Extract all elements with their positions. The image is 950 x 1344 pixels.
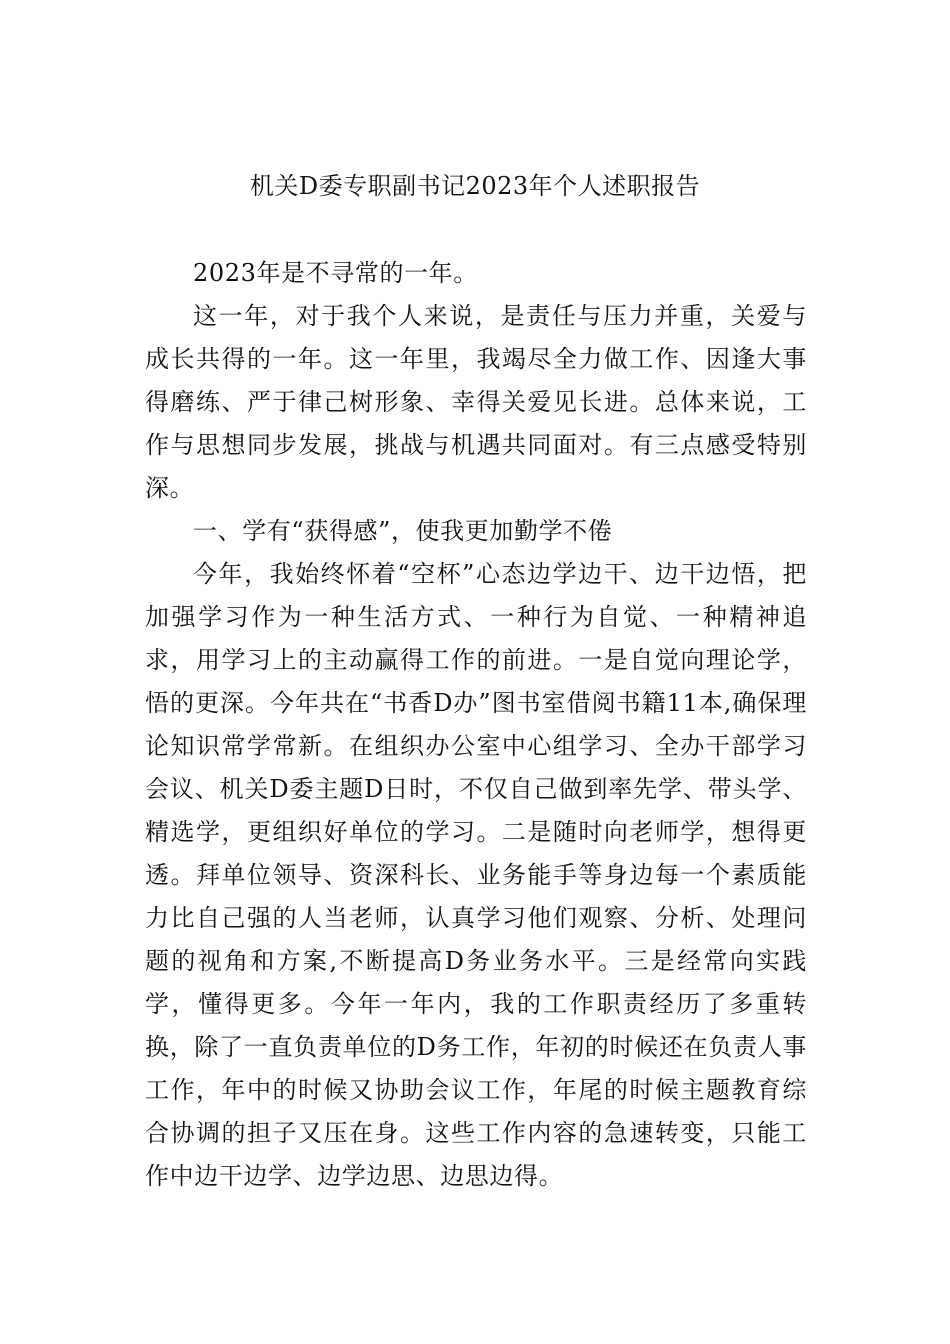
section-heading-1: 一、学有“获得感”，使我更加勤学不倦 bbox=[193, 517, 613, 545]
paragraph-learning: 今年，我始终怀着“空杯”心态边学边干、边干边悟，把加强学习作为一种生活方式、一种行为自觉、一种精神追求，用学习上的主动赢得工作的前进。一是自觉向理论学，悟的更深。今年共在“书香D办”图书室借阅书籍11本,确保理论知识常学常新。在组织办公室中心组学习、全办干部学习会议、机关D委主题D日时，不仅自己做到率先学、带头学、精选学，更组织好单位的学习。二是随时向老师学，想得更透。拜单位领导、资深科长、业务能手等身边每一个素质能力比自己强的人当老师，认真学习他们观察、分析、处理问题的视角和方案,不断提高D务业务水平。三是经常向实践学，懂得更多。今年一年内，我的工作职责经历了多重转换，除了一直负责单位的D务工作，年初的时候还在负责人事工作，年中的时候又协助会议工作，年尾的时候主题教育综合协调的担子又压在身。这些工作内容的急速转变，只能工作中边干边学、边学边思、边思边得。 bbox=[145, 560, 807, 1190]
paragraph-intro: 2023年是不寻常的一年。 bbox=[193, 259, 478, 287]
document-body bbox=[145, 252, 807, 1198]
paragraph-summary: 这一年，对于我个人来说，是责任与压力并重，关爱与成长共得的一年。这一年里，我竭尽全力做工作、因逢大事得磨练、严于律己树形象、幸得关爱见长进。总体来说，工作与思想同步发展，挑战与机遇共同面对。有三点感受特别深。 bbox=[145, 302, 807, 502]
document-title: 机关D委专职副书记2023年个人述职报告 bbox=[249, 172, 701, 200]
